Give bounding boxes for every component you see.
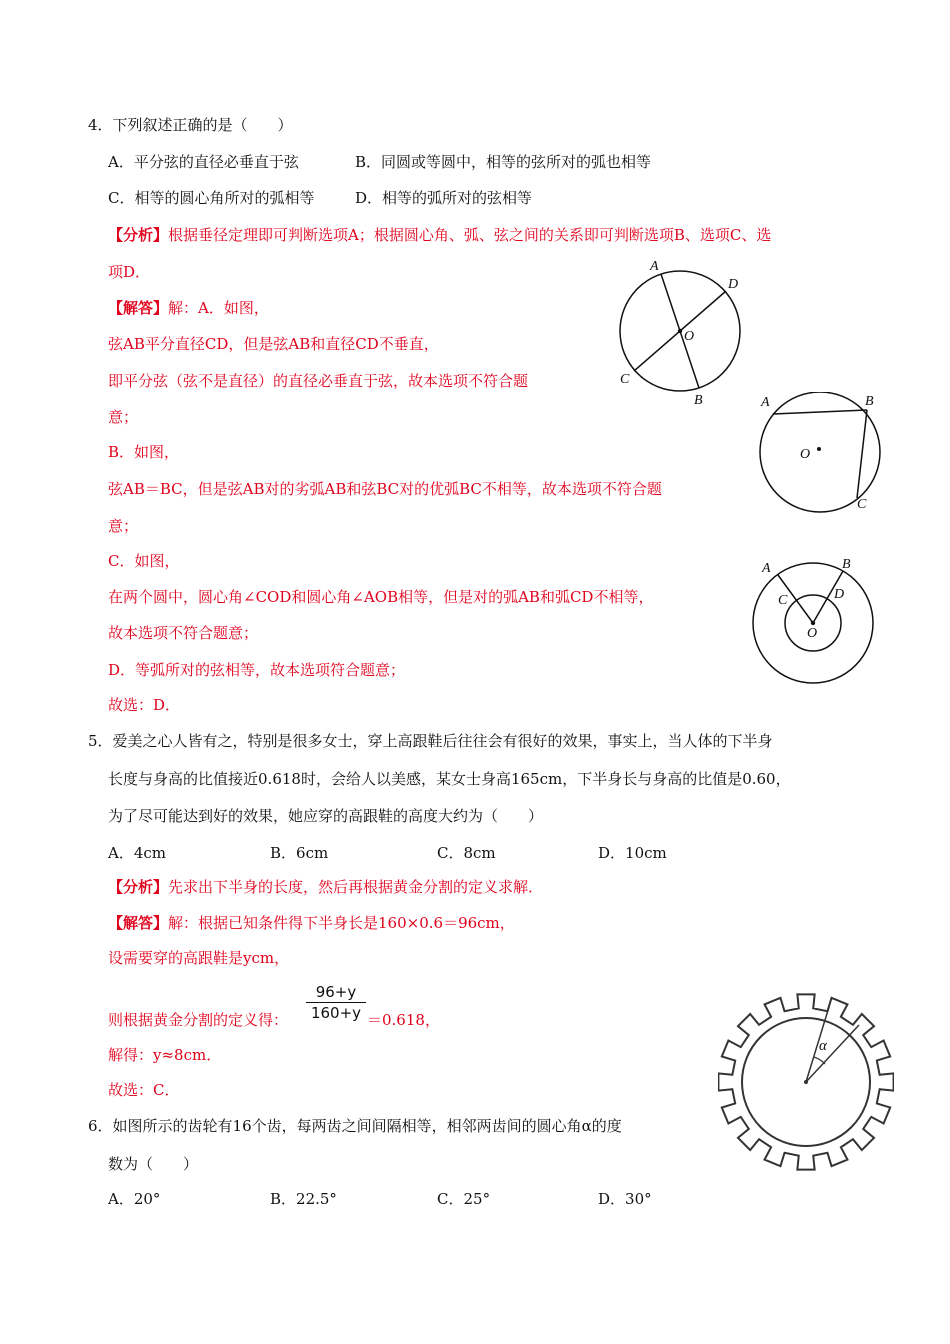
q4-answer-line-9: 在两个圆中，圆心角∠COD和圆心角∠AOB相等，但是对的弧AB和弧CD不相等，: [108, 588, 654, 606]
q4-answer-line-5: B．如图，: [108, 443, 180, 461]
fig1-label-c: C: [620, 372, 630, 387]
q4-answer-line-3: 即平分弦（弦不是直径）的直径必垂直于弦，故本选项不符合题: [108, 372, 529, 390]
fig1-label-a: A: [650, 259, 659, 274]
q5-analysis: [108, 877, 543, 897]
q5-stem-2: 长度与身高的比值接近0.618时，会给人以美感，某女士身高165cm，下半身长与身高的比值是0.60，: [108, 770, 791, 788]
q4-option-d: D．相等的弧所对的弦相等: [355, 189, 533, 207]
q5-analysis-text: 先求出下半身的长度，然后再根据黄金分割的定义求解．: [168, 878, 544, 896]
q6-option-c: C．25°: [437, 1190, 491, 1208]
q4-answer-line-4: 意；: [108, 408, 139, 426]
q5-answer-line-2: 设需要穿的高跟鞋是ycm，: [108, 949, 290, 967]
fig2-label-b: B: [865, 394, 874, 409]
q5-answer-line-5: 故选：C．: [108, 1081, 180, 1099]
q4-stem: 4．下列叙述正确的是（ ）: [88, 116, 293, 134]
q5-answer-tag: 【解答】: [108, 914, 169, 932]
gear-alpha-label: α: [819, 1038, 827, 1054]
q4-answer-line-8: C．如图，: [108, 552, 180, 570]
q4-answer-line-10: 故本选项不符合题意；: [108, 624, 259, 642]
q4-analysis-line-2: 项D．: [108, 263, 151, 281]
q4-answer-line-6: 弦AB＝BC，但是弦AB对的劣弧AB和弦BC对的优弧BC不相等，故本选项不符合题: [108, 480, 662, 498]
q5-answer-line-1: [108, 913, 515, 933]
fig1-label-b: B: [694, 393, 703, 408]
q4-option-c: C．相等的圆心角所对的弧相等: [108, 189, 315, 207]
q4-option-a: A．平分弦的直径必垂直于弦: [108, 153, 299, 171]
fig3-label-d: D: [834, 587, 845, 602]
q6-gear-figure: [718, 990, 894, 1175]
fig1-label-o: O: [684, 329, 695, 344]
q4-answer-tag: 【解答】: [108, 299, 169, 317]
q5-answer-text: 解：根据已知条件得下半身长是160×0.6＝96cm，: [168, 914, 515, 932]
fig2-label-c: C: [857, 497, 867, 512]
q6-stem-1: 6．如图所示的齿轮有16个齿，每两齿之间间隔相等，相邻两齿间的圆心角α的度: [88, 1117, 622, 1135]
q4-analysis-text: 根据垂径定理即可判断选项A；根据圆心角、弧、弦之间的关系即可判断选项B、选项C、选: [168, 226, 772, 244]
q6-option-b: B．22.5°: [270, 1190, 337, 1208]
q4-figure-equal-chords: [755, 392, 890, 517]
q4-answer-text: 解：A．如图，: [168, 299, 269, 317]
q5-answer-line-4: 解得：y≈8cm．: [108, 1046, 222, 1064]
fig2-label-a: A: [761, 395, 770, 410]
fig3-label-o: O: [807, 626, 818, 641]
q4-answer-line-11: D．等弧所对的弦相等，故本选项符合题意；: [108, 661, 406, 679]
q5-option-d: D．10cm: [598, 844, 667, 862]
q4-option-b: B．同圆或等圆中，相等的弦所对的弧也相等: [355, 153, 652, 171]
q6-option-d: D．30°: [598, 1190, 652, 1208]
q5-answer-line-3-prefix: 则根据黄金分割的定义得：: [108, 1011, 289, 1029]
q5-option-b: B．6cm: [270, 844, 329, 862]
q4-analysis-tag: 【分析】: [108, 226, 169, 244]
q4-answer-line-1: [108, 298, 269, 318]
q6-stem-2: 数为（ ）: [108, 1155, 199, 1173]
q5-fraction-denominator: 160+y: [310, 1004, 362, 1022]
q5-answer-line-3-suffix: ＝0.618，: [367, 1011, 440, 1029]
fig1-label-d: D: [728, 277, 739, 292]
q5-option-a: A．4cm: [108, 844, 167, 862]
q6-option-a: A．20°: [108, 1190, 161, 1208]
fig3-label-b: B: [842, 557, 851, 572]
q5-analysis-tag: 【分析】: [108, 878, 169, 896]
fig3-label-a: A: [762, 561, 771, 576]
q5-stem-3: 为了尽可能达到好的效果，她应穿的高跟鞋的高度大约为（ ）: [108, 807, 544, 825]
q4-analysis-line-1: [108, 225, 771, 245]
q4-answer-line-2: 弦AB平分直径CD，但是弦AB和直径CD不垂直，: [108, 335, 439, 353]
q4-answer-line-12: 故选：D．: [108, 696, 181, 714]
q4-figure-concentric: [752, 555, 882, 685]
q5-option-c: C．8cm: [437, 844, 496, 862]
q4-figure-diameter-chord: [610, 258, 750, 408]
q5-fraction: [306, 983, 366, 1023]
fig2-label-o: O: [800, 447, 811, 462]
q4-answer-line-7: 意；: [108, 517, 139, 535]
q5-stem-1: 5．爱美之心人皆有之，特别是很多女士，穿上高跟鞋后往往会有很好的效果，事实上，当人体的下半身: [88, 732, 773, 750]
q5-fraction-numerator: 96+y: [306, 983, 366, 1003]
fig3-label-c: C: [778, 593, 788, 608]
